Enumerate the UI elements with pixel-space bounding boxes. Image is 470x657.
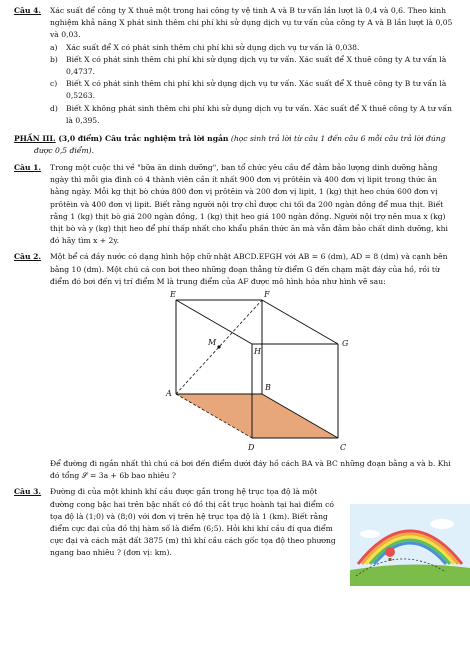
- question-1: [14, 162, 456, 247]
- question-2-text: Một bể cá đầy nước có dạng hình hộp chữ nhật ABCD.EFGH với AB = 6 (dm), AD = 8 (dm) và cạnh bên bằng 10 (dm). Một chú cá con bơi theo những đoạn thẳng từ điểm G đến chạm mặt đáy của hồ, rồi từ điểm đó bơi đến vị trí điểm M là trung điểm của AF được mô hình hóa như hình vẽ sau:: [50, 252, 448, 286]
- q4-item-d: d) Biết X không phát sinh thêm chi phí khi sử dụng dịch vụ tư vấn. Xác suất để X thuê công ty A tư vấn là 0,395.: [50, 103, 452, 125]
- question-4: [14, 5, 456, 127]
- question-2: [14, 251, 456, 288]
- question-1-label: Câu 1.: [14, 163, 42, 173]
- label-e: E: [170, 290, 176, 300]
- question-3: [14, 486, 456, 559]
- balloon-icon: [385, 547, 395, 557]
- label-m: M: [208, 338, 217, 348]
- label-g: G: [342, 339, 349, 349]
- label-d: D: [248, 443, 255, 453]
- question-3-text: Đường đi của một khinh khí cầu được gắn trong hệ trục tọa độ là một đường cong bậc hai trên bậc nhất có đồ thị cắt trục hoành tại hai điểm có tọa độ là (1;0) và (8;0) với đơn vị trên hệ trục tọa độ là 1 (km). Biết rằng điểm cực đại của đồ thị hàm số là điểm (6;5). Hỏi khi khí cầu đi qua điểm cực đại và cách mặt đất 3875 (m) thì khí cầu cách gốc tọa độ theo phương ngang bao nhiêu ? (đơn vị: km).: [50, 487, 336, 558]
- question-2-label: Câu 2.: [14, 252, 42, 262]
- question-2-after: Để đường đi ngắn nhất thì chú cá bơi đến điểm dưới đáy hồ cách BA và BC những đoạn bằng a và b. Khi đó tổng 𝒮 = 3a + 6b bao nhiêu ?: [50, 459, 451, 481]
- balloon-illustration: [350, 504, 470, 586]
- label-b: B: [265, 383, 271, 393]
- label-f: F: [264, 290, 270, 300]
- part-3-heading: PHẦN III. (3,0 điểm) Câu trắc nghiệm trả lời ngắn (học sinh trả lời từ câu 1 đến câu 6 mỗi câu trả lời đúng: [14, 134, 446, 144]
- label-a: A: [166, 389, 172, 399]
- q4-item-a: a) Xác suất để X có phát sinh thêm chi phí khi sử dụng dịch vụ tư vấn là 0,038.: [50, 42, 360, 52]
- tank-floor: [176, 394, 338, 438]
- label-h: H: [254, 347, 261, 357]
- point-m: [217, 345, 220, 348]
- aquarium-figure: [14, 288, 456, 458]
- question-1-text: Trong một cuộc thi về "bữa ăn dinh dưỡng", ban tổ chức yêu cầu để đảm bảo lượng dinh dưỡng hằng ngày thì mỗi gia đình có 4 thành viên cần ít nhất 900 đơn vị prôtêin và 400 đơn vị lipit trong thức ăn hằng ngày. Mỗi kg thịt bò chứa 800 đơn vị prôtêin và 200 đơn vị lipit, 1 (kg) thịt heo chứa 600 đơn vị prôtêin và 400 đơn vị lipit. Biết rằng người nội trợ chỉ được chi tối đa 200 ngàn đồng để mua thịt. Biết rằng 1 (kg) thịt bò giá 200 ngàn đồng, 1 (kg) thịt heo giá 100 ngàn đồng. Người nội trợ nên mua x (kg) thịt bò và y (kg) thịt heo để phí thấp nhất cho khẩu phần thức ăn mà vẫn đảm bảo chất dinh dưỡng, khi đó hãy tìm x + 2y.: [50, 163, 448, 246]
- question-4-text: Xác suất để công ty X thuê một trong hai công ty vệ tinh A và B tư vấn lần lượt là 0,4 và 0,6. Theo kinh nghiệm khả năng X phát sinh thêm chi phí khi sử dụng dịch vụ tư vấn của công ty A và B lần lượt là 0,05 và 0,03.: [50, 6, 453, 40]
- label-c: C: [340, 443, 347, 453]
- q4-item-b: b) Biết X có phát sinh thêm chi phí khi sử dụng dịch vụ tư vấn. Xác suất để X thuê công ty A tư vấn là 0,4737.: [50, 54, 447, 77]
- q4-item-c: c) Biết X có phát sinh thêm chi phí khi sử dụng dịch vụ tư vấn. Xác suất để X thuê công ty B tư vấn là 0,5263.: [50, 79, 447, 101]
- part-3-note: được 0,5 điểm).: [34, 146, 95, 156]
- question-4-label: Câu 4.: [14, 6, 42, 15]
- question-3-label: Câu 3.: [14, 487, 42, 497]
